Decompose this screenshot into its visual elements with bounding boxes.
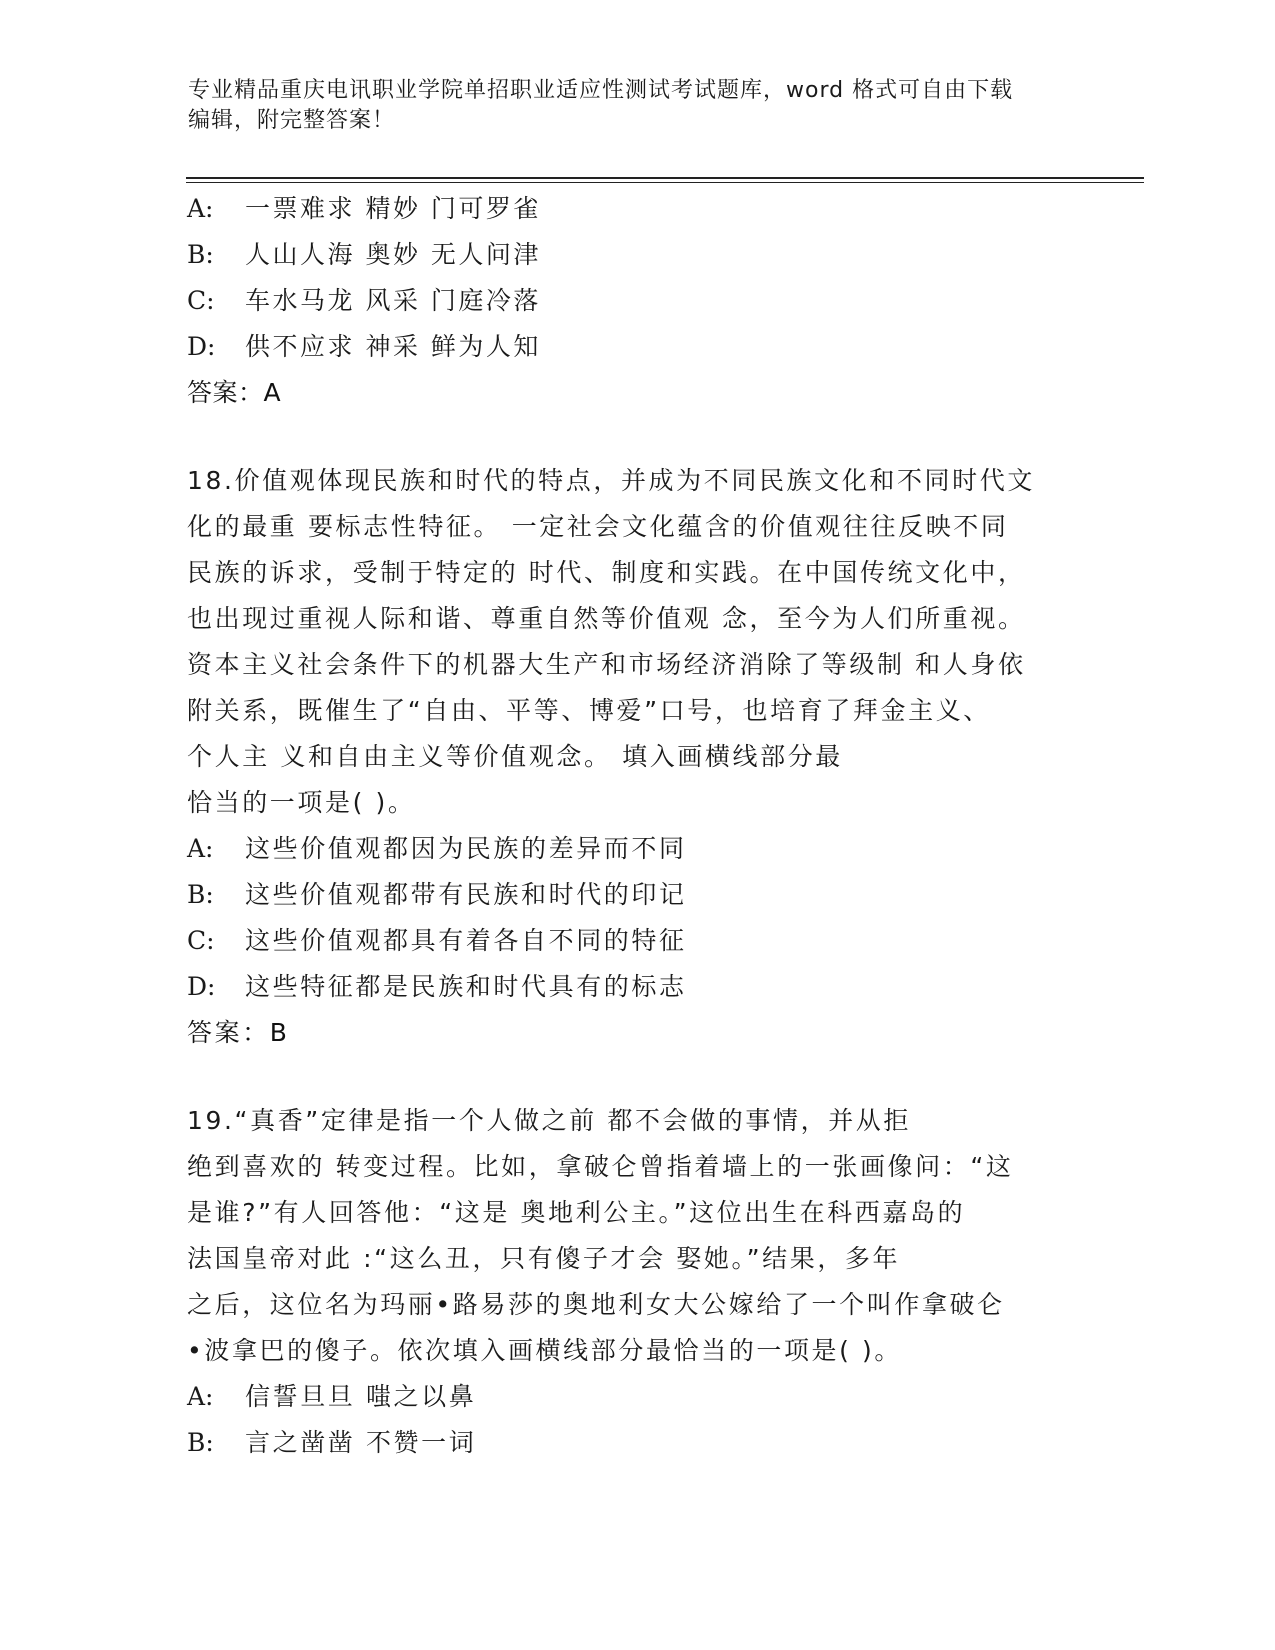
spacer	[187, 416, 1067, 458]
option-b	[187, 872, 1067, 918]
question-text-line: 绝到喜欢的 转变过程。比如，拿破仑曾指着墙上的一张画像问：“这	[187, 1152, 1014, 1181]
question-text-line: 18.价值观体现民族和时代的特点，并成为不同民族文化和不同时代文	[187, 466, 1035, 495]
option-text: 言之凿凿 不赞一词	[245, 1428, 477, 1457]
question-text-line: 是谁?”有人回答他：“这是 奥地利公主。”这位出生在科西嘉岛的	[187, 1198, 966, 1227]
option-text: 这些价值观都具有着各自不同的特征	[245, 926, 687, 955]
spacer	[187, 1056, 1067, 1098]
option-c	[187, 278, 1067, 324]
option-text: 这些价值观都因为民族的差异而不同	[245, 834, 687, 863]
option-text: 供不应求 神采 鲜为人知	[245, 332, 541, 361]
question-text-line: 也出现过重视人际和谐、尊重自然等价值观 念，至今为人们所重视。	[187, 604, 1026, 633]
option-text: 这些价值观都带有民族和时代的印记	[245, 880, 687, 909]
option-letter: D:	[187, 972, 216, 1001]
option-a	[187, 826, 1067, 872]
option-letter: B:	[187, 240, 214, 269]
answer-line: 答案：A	[187, 378, 282, 407]
question-text-line: 之后，这位名为玛丽•路易莎的奥地利女大公嫁给了一个叫作拿破仑	[187, 1290, 1005, 1319]
question-text-line: 19.“真香”定律是指一个人做之前 都不会做的事情，并从拒	[187, 1106, 912, 1135]
question-text-line: 民族的诉求，受制于特定的 时代、制度和实践。在中国传统文化中，	[187, 558, 1026, 587]
header-divider-thick	[186, 177, 1144, 179]
answer-line: 答案：B	[187, 1018, 290, 1047]
option-letter: B:	[187, 1428, 214, 1457]
header-divider-thin	[186, 182, 1144, 183]
question-17	[187, 186, 1067, 416]
option-b	[187, 1420, 1067, 1466]
question-content	[187, 186, 1067, 1466]
option-text: 这些特征都是民族和时代具有的标志	[245, 972, 687, 1001]
option-text: 一票难求 精妙 门可罗雀	[245, 194, 541, 223]
option-a	[187, 186, 1067, 232]
header-line-2: 编辑，附完整答案！	[188, 108, 396, 133]
option-d	[187, 964, 1067, 1010]
option-letter: C:	[187, 286, 215, 315]
question-text-line: 资本主义社会条件下的机器大生产和市场经济消除了等级制 和人身依	[187, 650, 1026, 679]
option-a	[187, 1374, 1067, 1420]
option-letter: B:	[187, 880, 214, 909]
question-text-line: 法国皇帝对此 :“这么丑，只有傻子才会 娶她。”结果，多年	[187, 1244, 901, 1273]
option-b	[187, 232, 1067, 278]
question-text-line: 恰当的一项是( )。	[187, 788, 416, 817]
question-text-line: •波拿巴的傻子。依次填入画横线部分最恰当的一项是( )。	[187, 1336, 903, 1365]
option-letter: A:	[187, 194, 214, 223]
page-header	[188, 76, 1068, 136]
question-text-line: 附关系，既催生了“自由、平等、博爱”口号，也培育了拜金主义、	[187, 696, 991, 725]
option-letter: A:	[187, 834, 214, 863]
question-text-line: 个人主 义和自由主义等价值观念。 填入画横线部分最	[187, 742, 843, 771]
option-d	[187, 324, 1067, 370]
option-text: 信誓旦旦 嗤之以鼻	[245, 1382, 477, 1411]
option-c	[187, 918, 1067, 964]
option-text: 人山人海 奥妙 无人问津	[245, 240, 541, 269]
option-letter: D:	[187, 332, 216, 361]
header-line-1: 专业精品重庆电讯职业学院单招职业适应性测试考试题库，word 格式可自由下载	[188, 78, 1014, 103]
option-letter: A:	[187, 1382, 214, 1411]
question-18	[187, 458, 1067, 1056]
option-letter: C:	[187, 926, 215, 955]
question-19	[187, 1098, 1067, 1466]
question-text-line: 化的最重 要标志性特征。 一定社会文化蕴含的价值观往往反映不同	[187, 512, 1009, 541]
option-text: 车水马龙 风采 门庭冷落	[245, 286, 541, 315]
